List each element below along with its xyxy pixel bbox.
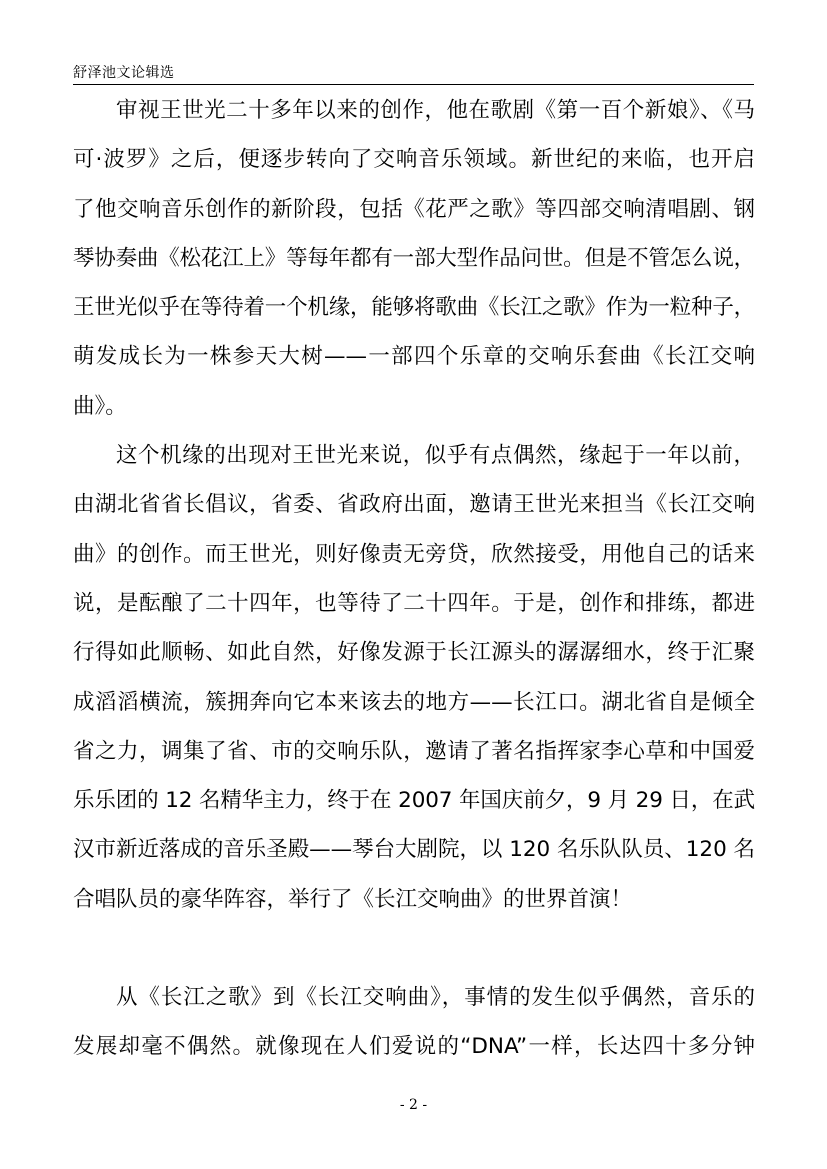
document-body	[73, 86, 755, 1072]
text-line: 行得如此顺畅、如此自然，好像发源于长江源头的潺潺细水，终于汇聚	[73, 640, 755, 666]
text-line: 萌发成长为一株参天大树——一部四个乐章的交响乐套曲《长江交响	[73, 344, 755, 370]
text-line: 曲》的创作。而王世光，则好像责无旁贷，欣然接受，用他自己的话来	[73, 541, 755, 567]
text-line: 汉市新近落成的音乐圣殿——琴台大剧院，以 120 名乐队队员、120 名	[73, 837, 755, 863]
text-line: 从《长江之歌》到《长江交响曲》，事情的发生似乎偶然，音乐的	[116, 985, 755, 1011]
paragraph-gap	[73, 924, 755, 973]
text-line: 乐乐团的 12 名精华主力，终于在 2007 年国庆前夕，9 月 29 日，在武	[73, 788, 755, 814]
text-line: 这个机缘的出现对王世光来说，似乎有点偶然，缘起于一年以前，	[116, 443, 755, 469]
paragraph-2	[73, 431, 755, 924]
paragraph-1	[73, 86, 755, 431]
running-header: 舒泽池文论辑选	[73, 65, 175, 81]
header-rule	[73, 84, 754, 85]
text-line: 审视王世光二十多年以来的创作，他在歌剧《第一百个新娘》、《马	[116, 98, 755, 123]
text-line: 成滔滔横流，簇拥奔向它本来该去的地方——长江口。湖北省自是倾全	[73, 689, 755, 715]
text-line: 合唱队员的豪华阵容，举行了《长江交响曲》的世界首演！	[73, 886, 633, 912]
text-line: 由湖北省省长倡议，省委、省政府出面，邀请王世光来担当《长江交响	[73, 492, 755, 518]
text-line: 发展却毫不偶然。就像现在人们爱说的“DNA”一样，长达四十多分钟	[73, 1034, 755, 1060]
paragraph-3	[73, 973, 755, 1072]
text-line: 说，是酝酿了二十四年，也等待了二十四年。于是，创作和排练，都进	[73, 590, 755, 616]
text-line: 琴协奏曲《松花江上》等每年都有一部大型作品问世。但是不管怎么说，	[73, 245, 755, 271]
text-line: 曲》。	[73, 393, 127, 419]
text-line: 王世光似乎在等待着一个机缘，能够将歌曲《长江之歌》作为一粒种子，	[73, 295, 755, 321]
text-line: 省之力，调集了省、市的交响乐队，邀请了著名指挥家李心草和中国爱	[73, 738, 755, 764]
text-line: 了他交响音乐创作的新阶段，包括《花严之歌》等四部交响清唱剧、钢	[73, 196, 755, 222]
page-number: - 2 -	[399, 1097, 428, 1113]
text-line: 可·波罗》之后，便逐步转向了交响音乐领域。新世纪的来临，也开启	[73, 147, 755, 173]
